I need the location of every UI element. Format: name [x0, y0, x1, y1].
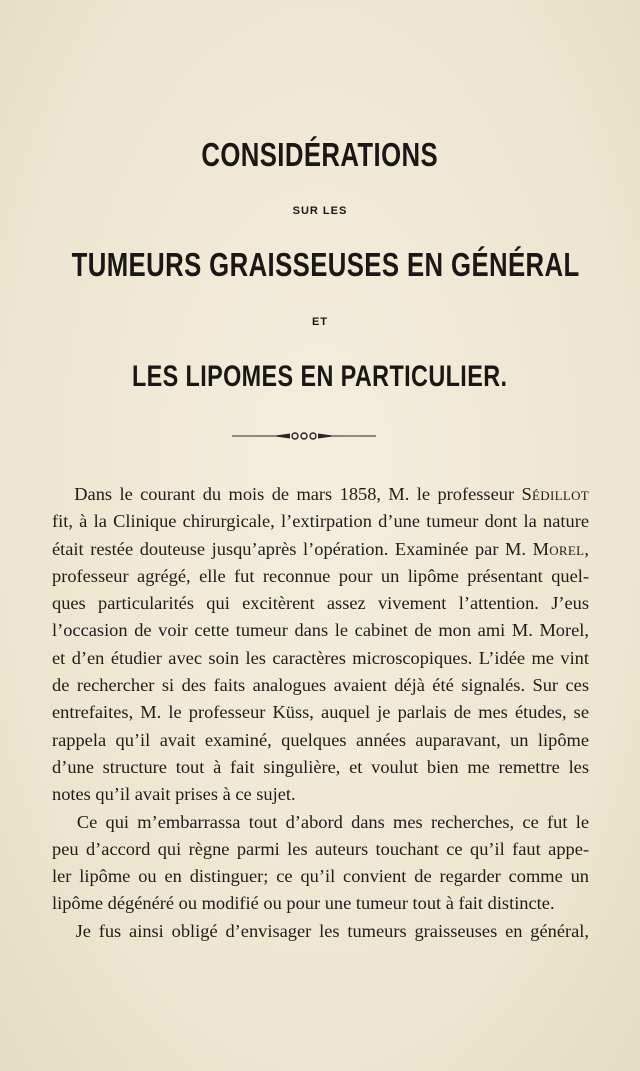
text-line: professeur agrégé, elle fut reconnue pour un lipôme présentant quel-	[52, 565, 589, 586]
text-line: ler lipôme ou en distinguer; ce qu’il convient de regarder comme un	[52, 866, 589, 887]
title-tumeurs: TUMEURS GRAISSEUSES EN GÉNÉRAL	[71, 246, 580, 283]
title-lipomes: LES LIPOMES EN PARTICULIER.	[132, 360, 508, 393]
text-line: était restée douteuse jusqu’après l’opération. Examinée par M. Morel,	[52, 538, 589, 559]
text-line: Ce qui m’embarrassa tout d’abord dans mes recherches, ce fut le	[76, 811, 590, 832]
text-line: Je fus ainsi obligé d’envisager les tumeurs graisseuses en général,	[75, 920, 589, 941]
text-line: de rechercher si des faits analogues avaient déjà été signalés. Sur ces	[52, 675, 589, 696]
title-sur-les: SUR LES	[292, 205, 348, 217]
title-considerations: CONSIDÉRATIONS	[201, 136, 439, 173]
title-et: ET	[311, 316, 329, 328]
text-line: notes qu’il avait prises à ce sujet.	[52, 784, 296, 805]
text-line: peu d’accord qui règne parmi les auteurs touchant ce qu’il faut appe-	[52, 838, 589, 859]
text-line: lipôme dégénéré ou modifié ou pour une tumeur tout à fait distincte.	[52, 893, 555, 914]
body-text	[52, 481, 589, 945]
text-line: l’occasion de voir cette tumeur dans le cabinet de mon ami M. Morel,	[52, 620, 589, 641]
text-line: ques particularités qui excitèrent assez vivement l’attention. J’eus	[52, 593, 589, 614]
text-line: rappela qu’il avait examiné, quelques années auparavant, un lipôme	[52, 729, 589, 750]
text-line: entrefaites, M. le professeur Küss, auquel je parlais de mes études, se	[52, 702, 589, 723]
ornament-divider-icon	[232, 430, 376, 442]
text-line: d’une structure tout à fait singulière, et voulut bien me remettre les	[52, 756, 589, 777]
text-line: fit, à la Clinique chirurgicale, l’extirpation d’une tumeur dont la nature	[52, 511, 589, 532]
text-line: et d’en étudier avec soin les caractères microscopiques. L’idée me vint	[52, 647, 589, 668]
text-line: Dans le courant du mois de mars 1858, M. le professeur Sédillot	[74, 484, 589, 504]
